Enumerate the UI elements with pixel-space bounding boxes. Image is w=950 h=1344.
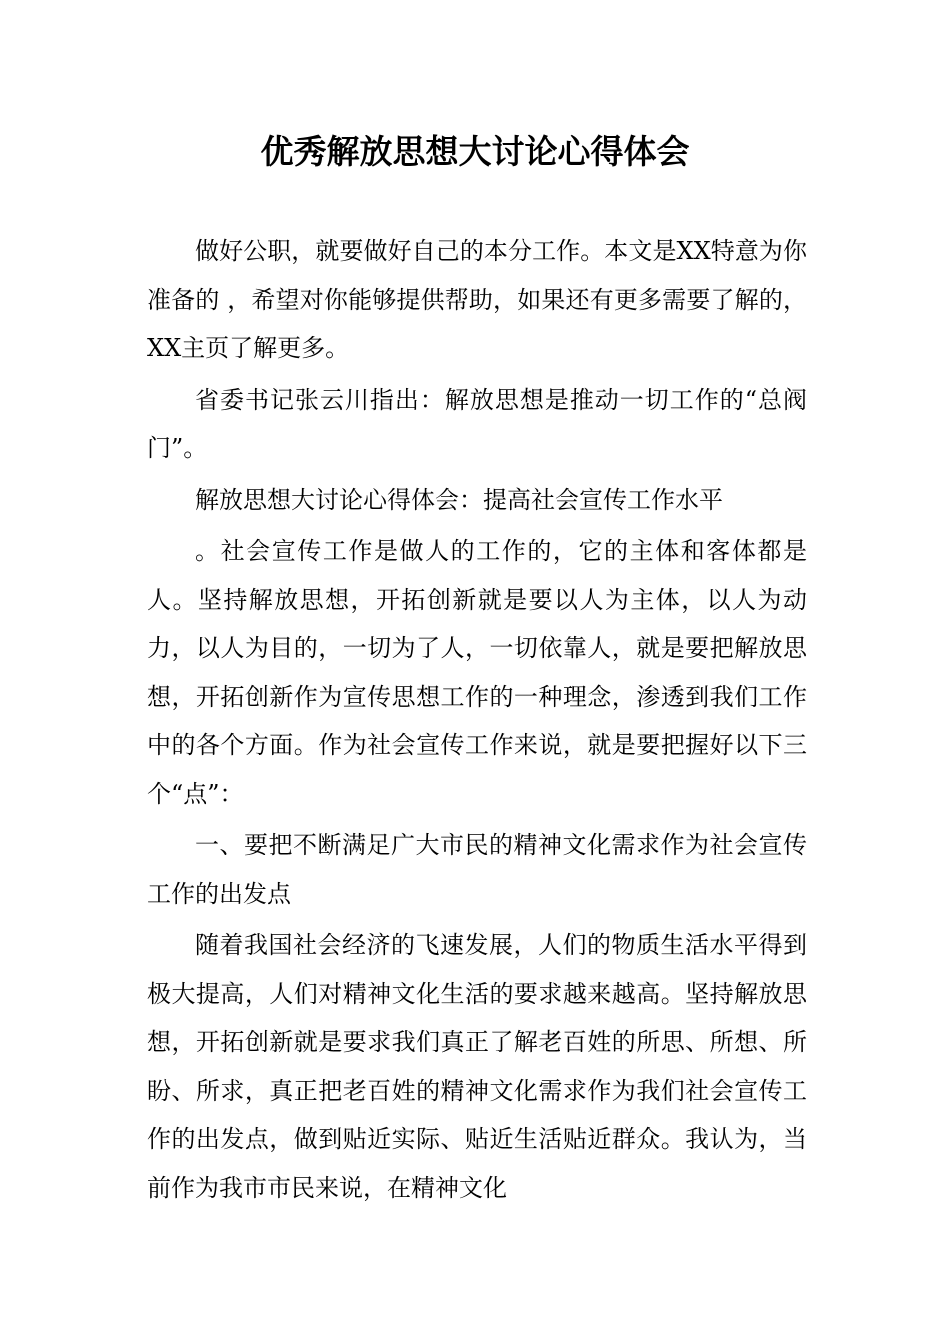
paragraph-point-one-heading: 一、要把不断满足广大市民的精神文化需求作为社会宣传工作的出发点	[147, 831, 807, 908]
paragraph-quote: 省委书记张云川指出：解放思想是推动一切工作的“总阀门”。	[147, 385, 807, 462]
paragraph-intro: 做好公职，就要做好自己的本分工作。本文是XX特意为你准备的 ，希望对你能够提供帮助，如果还有更多需要了解的，XX主页了解更多。	[147, 237, 807, 362]
paragraph-subheading: 解放思想大讨论心得体会：提高社会宣传工作水平	[195, 485, 723, 514]
document-body	[147, 227, 807, 1212]
document-title: 优秀解放思想大讨论心得体会	[260, 132, 690, 171]
paragraph-social-work: 。社会宣传工作是做人的工作的，它的主体和客体都是人。坚持解放思想，开拓创新就是要以人为主体，以人为动力，以人为目的，一切为了人，一切依靠人，就是要把解放思想，开拓创新作为宣传思想工作的一种理念，渗透到我们工作中的各个方面。作为社会宣传工作来说，就是要把握好以下三个“点”：	[147, 537, 807, 808]
paragraph-point-one-body: 随着我国社会经济的飞速发展，人们的物质生活水平得到极大提高，人们对精神文化生活的要求越来越高。坚持解放思想，开拓创新就是要求我们真正了解老百姓的所思、所想、所盼、所求，真正把老百姓的精神文化需求作为我们社会宣传工作的出发点，做到贴近实际、贴近生活贴近群众。我认为，当前作为我市市民来说，在精神文化	[147, 931, 807, 1202]
